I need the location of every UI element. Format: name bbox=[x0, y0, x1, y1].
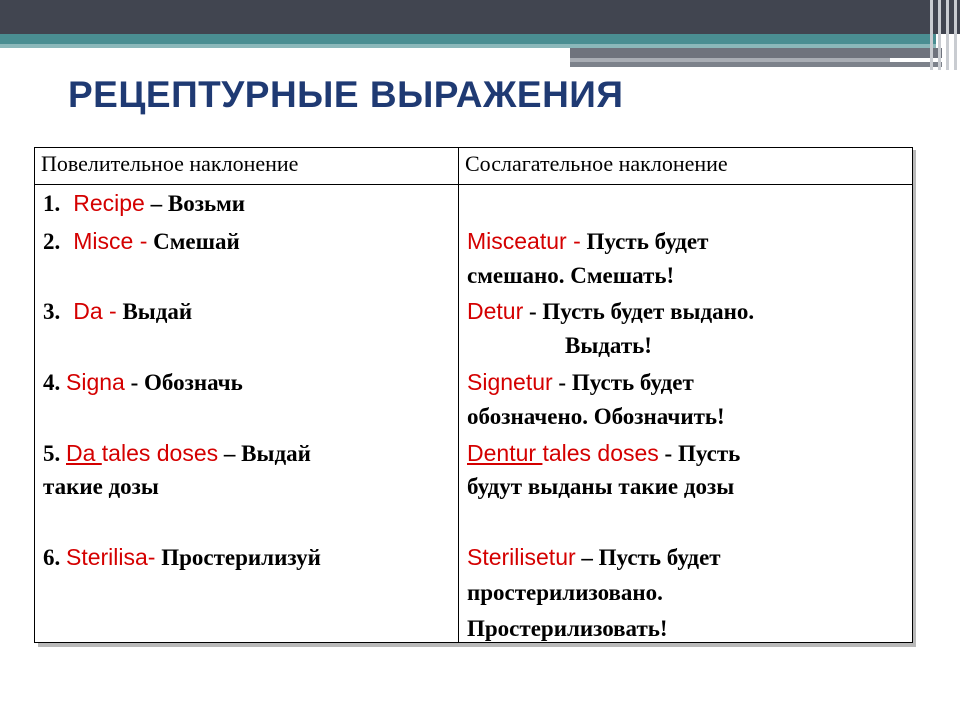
imperative-item-6: 6. Sterilisa- Простерилизуй bbox=[43, 544, 321, 570]
top-grey-bar bbox=[570, 48, 942, 58]
subjunctive-item-2-continued: Выдать! bbox=[565, 333, 652, 358]
subjunctive-item-1: Misceatur - Пусть будет bbox=[467, 228, 709, 254]
table-body-row bbox=[35, 185, 913, 643]
imperative-item-5-continued: такие дозы bbox=[43, 474, 159, 499]
imperative-item-5: 5. Da tales doses – Выдай bbox=[43, 440, 311, 466]
subjunctive-item-2: Detur - Пусть будет выдано. bbox=[467, 298, 755, 324]
decorative-stripes bbox=[928, 0, 958, 70]
imperative-cell bbox=[35, 185, 459, 643]
top-dark-bar bbox=[0, 0, 960, 34]
subjunctive-item-3-continued: обозначено. Обозначить! bbox=[467, 404, 725, 429]
subjunctive-item-1-continued: смешано. Смешать! bbox=[467, 263, 675, 288]
subjunctive-item-4-continued: будут выданы такие дозы bbox=[467, 474, 735, 499]
subjunctive-cell bbox=[459, 185, 913, 643]
top-grey-bar-lower bbox=[570, 62, 942, 67]
table-shadow-bottom bbox=[38, 643, 916, 647]
subjunctive-item-5-continued: простерилизовано. bbox=[467, 580, 663, 605]
imperative-item-1: 1. Recipe – Возьми bbox=[43, 190, 246, 216]
subjunctive-item-4: Dentur tales doses - Пусть bbox=[467, 440, 741, 466]
subjunctive-item-5: Sterilisetur – Пусть будет bbox=[467, 544, 721, 570]
subjunctive-item-5-continued-2: Простерилизовать! bbox=[467, 616, 668, 641]
header-subjunctive: Сослагательное наклонение bbox=[459, 148, 913, 185]
imperative-item-4: 4. Signa - Обозначь bbox=[43, 369, 243, 395]
imperative-item-3: 3. Da - Выдай bbox=[43, 298, 193, 324]
page-title: РЕЦЕПТУРНЫЕ ВЫРАЖЕНИЯ bbox=[68, 74, 624, 115]
top-teal-bar bbox=[0, 34, 936, 44]
header-imperative: Повелительное наклонение bbox=[35, 148, 459, 185]
expressions-table bbox=[34, 147, 913, 643]
subjunctive-item-3: Signetur - Пусть будет bbox=[467, 369, 694, 395]
imperative-item-2: 2. Misce - Смешай bbox=[43, 228, 240, 254]
table-header-row bbox=[35, 148, 913, 185]
